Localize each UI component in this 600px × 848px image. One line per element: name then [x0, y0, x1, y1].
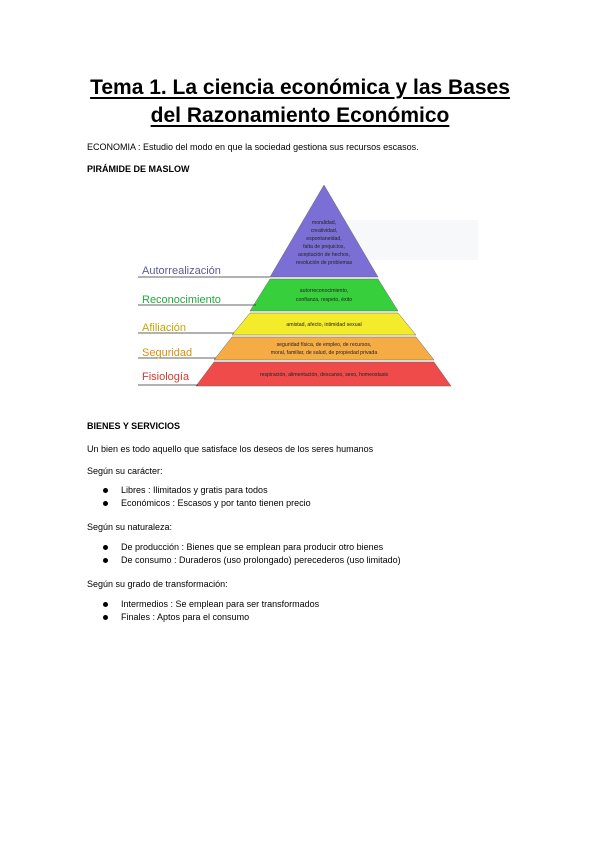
level-text-autorrealizacion-2: creatividad, [310, 228, 338, 234]
level-label-reconocimiento: Reconocimiento [142, 294, 221, 306]
level-text-autorrealizacion-1: moralidad, [311, 220, 337, 226]
page-title [40, 74, 560, 130]
list-item-text: Económicos : Escasos y por tanto tienen precio [121, 498, 311, 508]
list-item-text: Intermedios : Se emplean para ser transformados [121, 599, 320, 609]
list-item [103, 541, 401, 554]
bullet-icon [103, 615, 108, 620]
bienes-heading: BIENES Y SERVICIOS [87, 421, 181, 431]
level-text-reconocimiento-2: confianza, respeto, éxito [295, 297, 353, 303]
bullet-icon [103, 488, 108, 493]
caracter-heading: Según su carácter: [87, 466, 163, 476]
list-item-text: De producción : Bienes que se emplean para producir otro bienes [121, 542, 384, 552]
level-text-autorrealizacion-3: espontaneidad, [306, 236, 342, 242]
level-label-fisiologia: Fisiología [142, 371, 190, 383]
level-reconocimiento-shape [250, 279, 398, 311]
level-text-afiliacion-1: amistad, afecto, intimidad sexual [286, 322, 362, 328]
maslow-heading: PIRÁMIDE DE MASLOW [87, 164, 190, 174]
naturaleza-list [103, 541, 401, 567]
level-text-fisiologia-1: respiración, alimentación, descanso, sexo, homeostasis [259, 372, 389, 378]
bullet-icon [103, 545, 108, 550]
transformacion-list [103, 598, 319, 624]
level-text-seguridad-1: seguridad física, de empleo, de recursos, [276, 342, 372, 348]
bullet-icon [103, 558, 108, 563]
transformacion-heading: Según su grado de transformación: [87, 579, 228, 589]
title-line-2: del Razonamiento Económico [150, 104, 450, 127]
level-text-autorrealizacion-6: resolución de problemas [295, 260, 353, 266]
level-text-autorrealizacion-5: aceptación de hechos, [298, 252, 350, 258]
level-label-autorrealizacion: Autorrealización [142, 265, 221, 277]
list-item-text: Finales : Aptos para el consumo [121, 612, 250, 622]
list-item [103, 484, 311, 497]
level-label-seguridad: Seguridad [142, 347, 193, 359]
maslow-pyramid [138, 180, 478, 390]
naturaleza-heading: Según su naturaleza: [87, 522, 173, 532]
list-item [103, 611, 319, 624]
list-item [103, 554, 401, 567]
level-text-autorrealizacion-4: falta de prejuicios, [303, 244, 345, 250]
level-seguridad-shape [214, 337, 434, 360]
bullet-icon [103, 602, 108, 607]
caracter-list [103, 484, 311, 510]
economia-definition: ECONOMIA : Estudio del modo en que la sociedad gestiona sus recursos escasos. [87, 142, 419, 152]
list-item-text: Libres : Ilimitados y gratis para todos [121, 485, 268, 495]
title-line-1: Tema 1. La ciencia económica y las Bases [90, 76, 510, 99]
list-item [103, 598, 319, 611]
bullet-icon [103, 501, 108, 506]
list-item [103, 497, 311, 510]
bien-definition: Un bien es todo aquello que satisface los deseos de los seres humanos [87, 444, 374, 454]
level-text-seguridad-2: moral, familiar, de salud, de propiedad privada [270, 350, 378, 356]
level-label-afiliacion: Afiliación [142, 322, 187, 334]
level-text-reconocimiento-1: autorreconocimiento, [299, 288, 349, 294]
list-item-text: De consumo : Duraderos (uso prolongado) perecederos (uso limitado) [121, 555, 401, 565]
